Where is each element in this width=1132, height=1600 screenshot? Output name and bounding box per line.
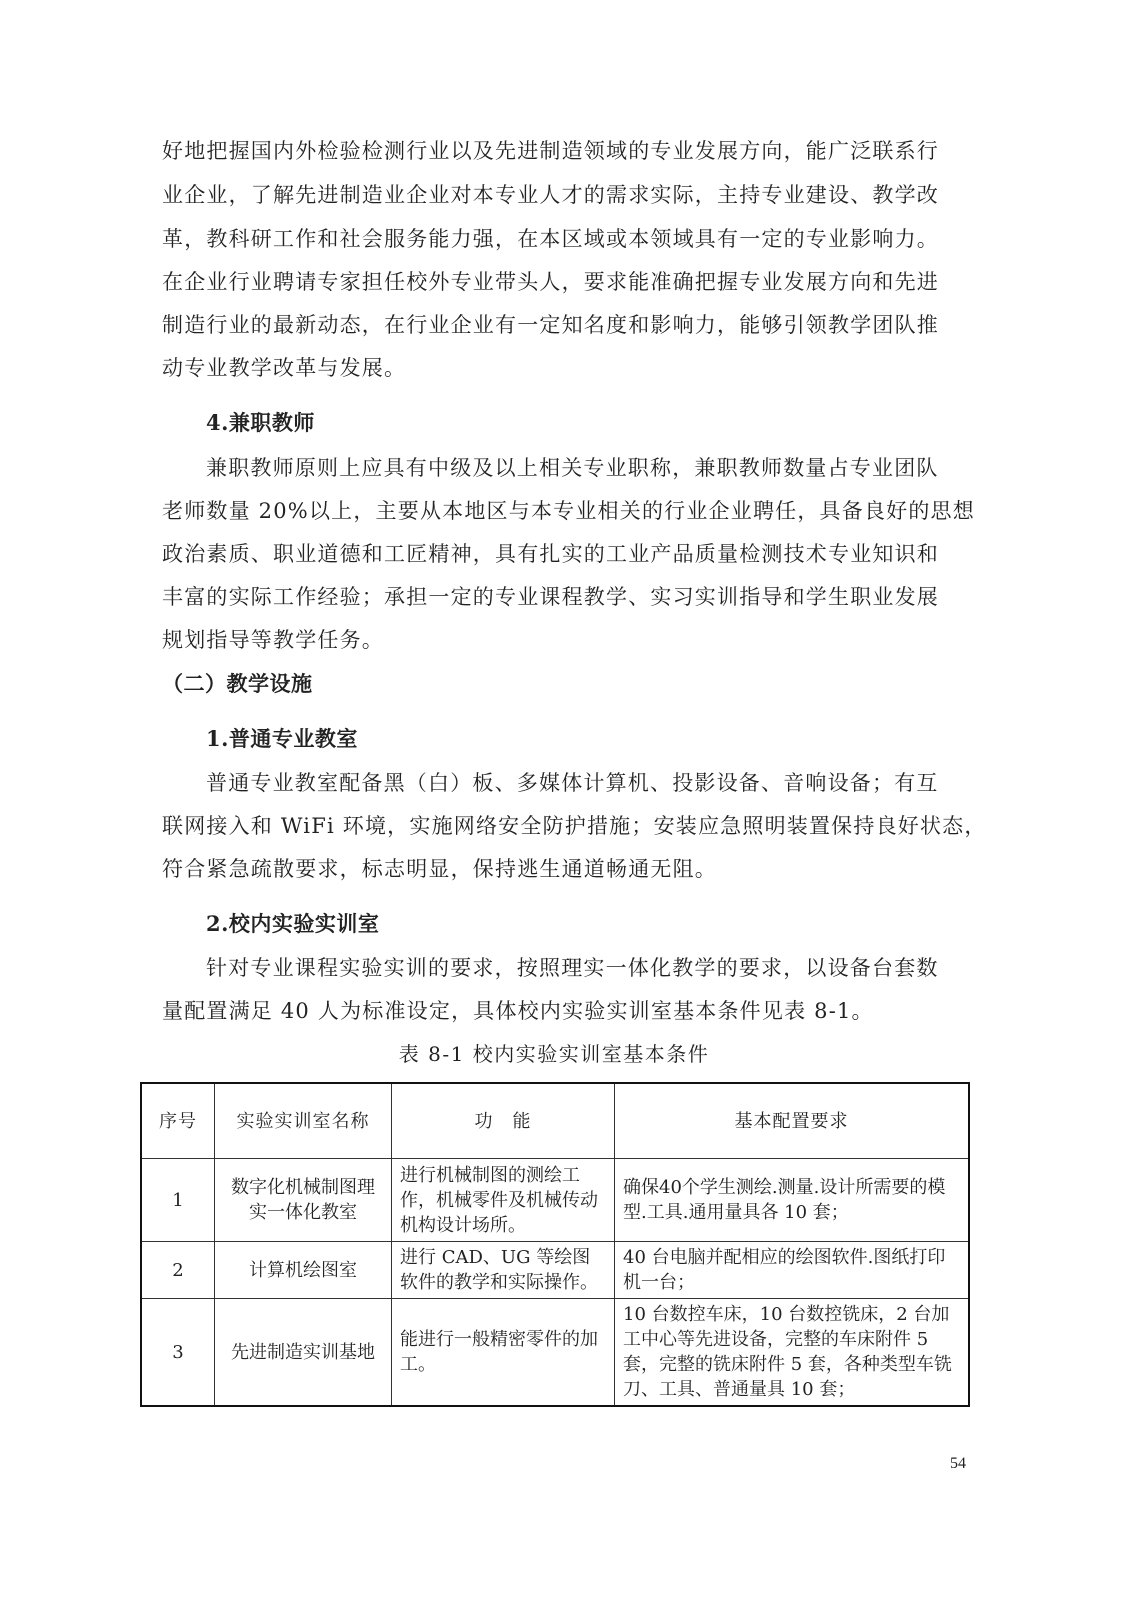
table-caption: 表 8-1 校内实验实训室基本条件 — [398, 1042, 710, 1066]
cell-name: 先进制造实训基地 — [215, 1299, 392, 1407]
paragraph-line: 符合紧急疏散要求，标志明显，保持逃生通道畅通无阻。 — [162, 857, 717, 881]
cell-requirement: 10 台数控车床，10 台数控铣床，2 台加工中心等先进设备，完整的车床附件 5 套，完整的铣床附件 5 套，各种类型车铣刀、工具、普通量具 10 套； — [615, 1299, 970, 1407]
heading-parttime-teachers: 4.兼职教师 — [206, 410, 315, 435]
cell-requirement: 确保40个学生测绘.测量.设计所需要的模型.工具.通用量具各 10 套； — [615, 1159, 970, 1242]
header-no: 序号 — [141, 1083, 215, 1159]
paragraph-line: 老师数量 20%以上，主要从本地区与本专业相关的行业企业聘任，具备良好的思想 — [162, 499, 975, 523]
heading-ordinary-classroom: 1.普通专业教室 — [206, 726, 358, 751]
page-number: 54 — [950, 1455, 966, 1472]
section-heading-facilities: （二）教学设施 — [162, 671, 313, 696]
table-row — [141, 1299, 969, 1407]
paragraph-line: 政治素质、职业道德和工匠精神，具有扎实的工业产品质量检测技术专业知识和 — [162, 542, 939, 566]
cell-no: 3 — [141, 1299, 215, 1407]
paragraph-line: 革，教科研工作和社会服务能力强，在本区域或本领域具有一定的专业影响力。 — [162, 227, 939, 251]
cell-function: 能进行一般精密零件的加工。 — [392, 1299, 615, 1407]
cell-no: 1 — [141, 1159, 215, 1242]
cell-name: 数字化机械制图理实一体化教室 — [215, 1159, 392, 1242]
cell-function: 进行机械制图的测绘工作，机械零件及机械传动机构设计场所。 — [392, 1159, 615, 1242]
lab-conditions-table — [140, 1082, 970, 1407]
paragraph-line: 量配置满足 40 人为标准设定，具体校内实验实训室基本条件见表 8-1。 — [162, 999, 874, 1023]
paragraph-line: 兼职教师原则上应具有中级及以上相关专业职称，兼职教师数量占专业团队 — [206, 456, 939, 480]
paragraph-line: 动专业教学改革与发展。 — [162, 356, 407, 380]
paragraph-line: 联网接入和 WiFi 环境，实施网络安全防护措施；安装应急照明装置保持良好状态， — [162, 814, 987, 838]
table-header-row — [141, 1083, 969, 1159]
paragraph-line: 业企业，了解先进制造业企业对本专业人才的需求实际，主持专业建设、教学改 — [162, 183, 939, 207]
paragraph-line: 普通专业教室配备黑（白）板、多媒体计算机、投影设备、音响设备；有互 — [206, 771, 939, 795]
cell-name: 计算机绘图室 — [215, 1242, 392, 1299]
paragraph-line: 规划指导等教学任务。 — [162, 628, 384, 652]
header-function: 功 能 — [392, 1083, 615, 1159]
heading-campus-lab: 2.校内实验实训室 — [206, 911, 380, 936]
paragraph-line: 在企业行业聘请专家担任校外专业带头人，要求能准确把握专业发展方向和先进 — [162, 270, 939, 294]
header-name: 实验实训室名称 — [215, 1083, 392, 1159]
cell-requirement: 40 台电脑并配相应的绘图软件.图纸打印机一台； — [615, 1242, 970, 1299]
paragraph-line: 好地把握国内外检验检测行业以及先进制造领域的专业发展方向，能广泛联系行 — [162, 139, 939, 163]
header-requirement: 基本配置要求 — [615, 1083, 970, 1159]
cell-no: 2 — [141, 1242, 215, 1299]
paragraph-line: 针对专业课程实验实训的要求，按照理实一体化教学的要求，以设备台套数 — [206, 956, 939, 980]
table-row — [141, 1159, 969, 1242]
table-row — [141, 1242, 969, 1299]
paragraph-line: 制造行业的最新动态，在行业企业有一定知名度和影响力，能够引领教学团队推 — [162, 313, 939, 337]
cell-function: 进行 CAD、UG 等绘图软件的教学和实际操作。 — [392, 1242, 615, 1299]
paragraph-line: 丰富的实际工作经验；承担一定的专业课程教学、实习实训指导和学生职业发展 — [162, 585, 939, 609]
